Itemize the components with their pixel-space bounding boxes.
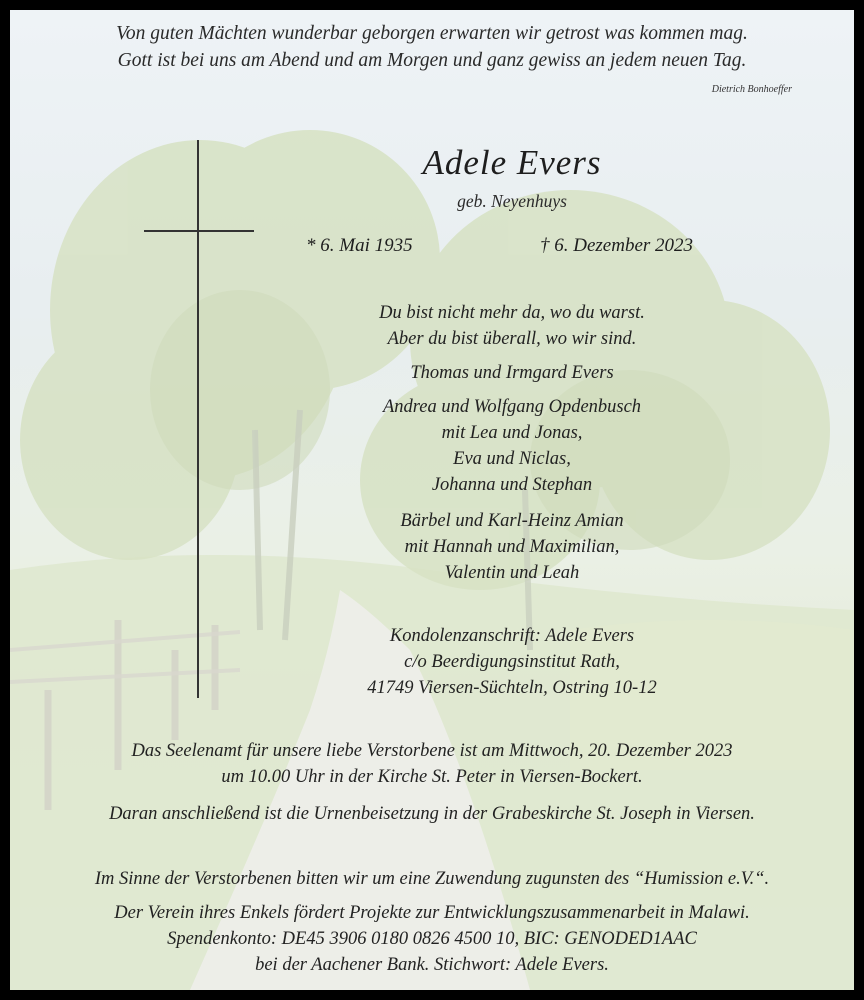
address-line: c/o Beerdigungsinstitut Rath,: [404, 652, 620, 672]
cross-icon-horizontal: [144, 230, 254, 232]
donation-line: Der Verein ihres Enkels fördert Projekte zur Entwicklungszusammenarbeit in Malawi.: [114, 903, 750, 923]
condolence-address: [90, 623, 864, 701]
mourner-family-3: [90, 508, 864, 586]
mourner-family-2: [90, 394, 864, 498]
donation-request: Im Sinne der Verstorbenen bitten wir um eine Zuwendung zugunsten des “Humission e.V.“.: [94, 869, 770, 889]
address-line: 41749 Viersen-Süchteln, Ostring 10-12: [367, 678, 657, 698]
mourner-line: Thomas und Irmgard Evers: [410, 363, 614, 383]
donation-details: [10, 900, 854, 978]
verse-line: Aber du bist überall, wo wir sind.: [387, 329, 637, 349]
quote-author: Dietrich Bonhoeffer: [711, 84, 792, 95]
mourner-line: Johanna und Stephan: [431, 475, 593, 495]
quote: [10, 20, 854, 74]
mourner-line: Andrea und Wolfgang Opdenbusch: [382, 397, 642, 417]
deceased-name: Adele Evers: [422, 143, 602, 182]
birth-name: geb. Neyenhuys: [457, 191, 567, 211]
mourner-line: Eva und Niclas,: [453, 449, 571, 469]
mourner-family-1: [90, 360, 864, 386]
service-line: um 10.00 Uhr in der Kirche St. Peter in Viersen-Bockert.: [221, 767, 643, 787]
burial-info: Daran anschließend ist die Urnenbeisetzung in der Grabeskirche St. Joseph in Viersen.: [109, 804, 755, 824]
verse-line: Du bist nicht mehr da, wo du warst.: [379, 303, 645, 323]
mourner-line: mit Hannah und Maximilian,: [404, 537, 620, 557]
mourner-line: Bärbel und Karl-Heinz Amian: [400, 511, 624, 531]
address-line: Kondolenzanschrift: Adele Evers: [389, 626, 635, 646]
service-info: [10, 738, 854, 790]
death-date: † 6. Dezember 2023: [540, 235, 694, 256]
donation-line: bei der Aachener Bank. Stichwort: Adele Evers.: [255, 955, 609, 975]
birth-date: * 6. Mai 1935: [306, 235, 413, 256]
mourner-line: mit Lea und Jonas,: [441, 423, 583, 443]
verse: [90, 300, 864, 352]
quote-line: Von guten Mächten wunderbar geborgen erwarten wir getrost was kommen mag.: [116, 23, 748, 44]
service-line: Das Seelenamt für unsere liebe Verstorbene ist am Mittwoch, 20. Dezember 2023: [131, 741, 733, 761]
donation-line: Spendenkonto: DE45 3906 0180 0826 4500 10, BIC: GENODED1AAC: [167, 929, 697, 949]
mourner-line: Valentin und Leah: [444, 563, 580, 583]
quote-line: Gott ist bei uns am Abend und am Morgen und ganz gewiss an jedem neuen Tag.: [117, 50, 747, 71]
